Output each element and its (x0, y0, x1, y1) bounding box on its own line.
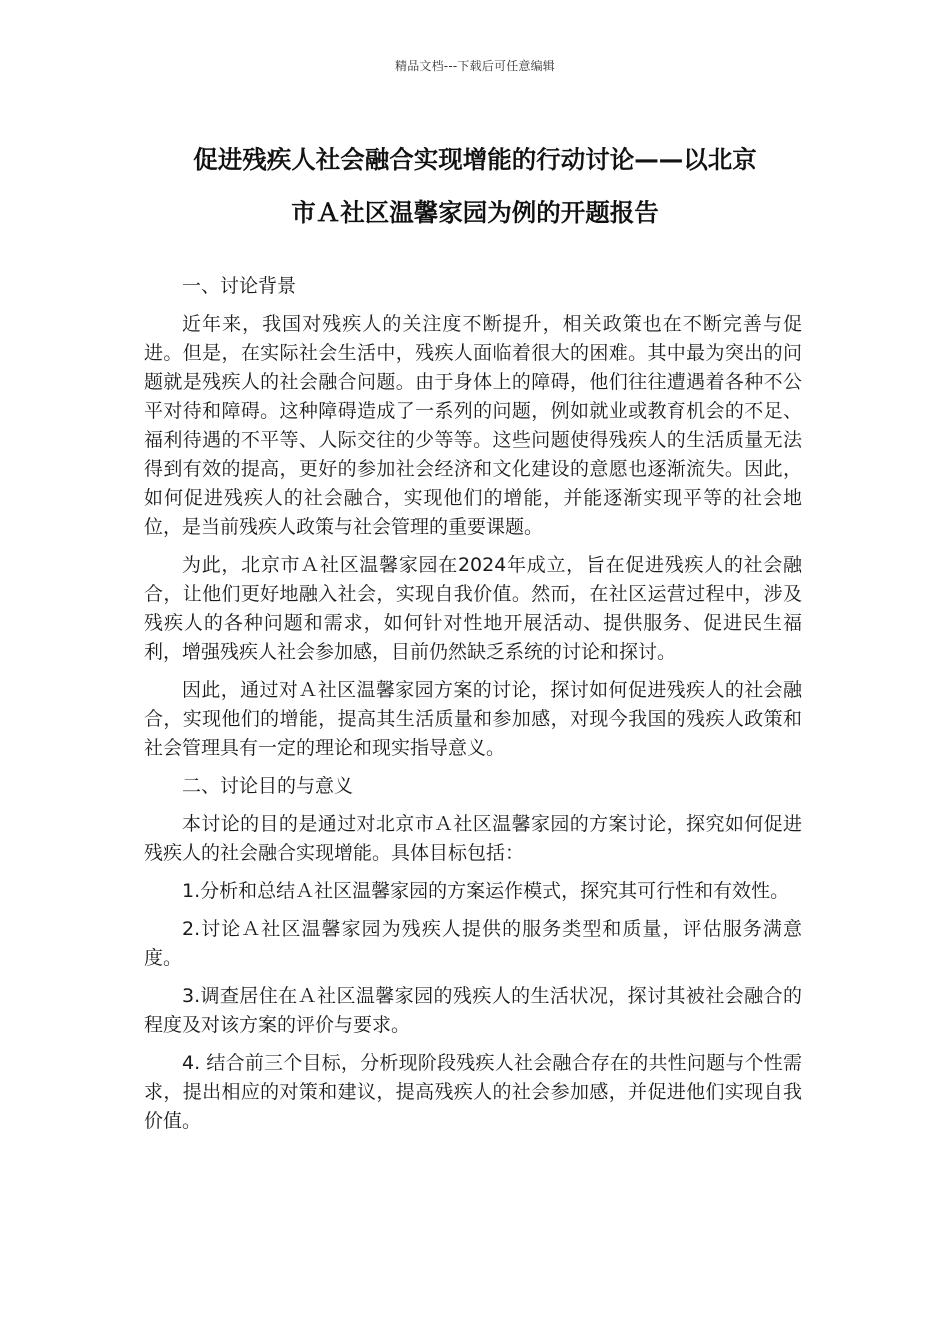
title-line-2: 市Ａ社区温馨家园为例的开题报告 (291, 198, 659, 227)
body-paragraph: 本讨论的目的是通过对北京市Ａ社区温馨家园的方案讨论，探究如何促进残疾人的社会融合实现增能。具体目标包括： (144, 813, 802, 864)
document-body (144, 272, 802, 1145)
goal-item: 2.讨论Ａ社区温馨家园为残疾人提供的服务类型和质量，评估服务满意度。 (144, 918, 802, 969)
body-paragraph: 因此，通过对Ａ社区温馨家园方案的讨论，探讨如何促进残疾人的社会融合，实现他们的增能，提高其生活质量和参加感，对现今我国的残疾人政策和社会管理具有一定的理论和现实指导意义。 (144, 679, 802, 759)
goal-item: 4. 结合前三个目标，分析现阶段残疾人社会融合存在的共性问题与个性需求，提出相应的对策和建议，提高残疾人的社会参加感，并促进他们实现自我价值。 (144, 1052, 802, 1132)
goal-item: 3.调查居住在Ａ社区温馨家园的残疾人的生活状况，探讨其被社会融合的程度及对该方案的评价与要求。 (144, 985, 802, 1036)
goal-item: 1.分析和总结Ａ社区温馨家园的方案运作模式，探究其可行性和有效性。 (182, 880, 790, 902)
document-title (130, 133, 820, 239)
body-paragraph: 近年来，我国对残疾人的关注度不断提升，相关政策也在不断完善与促进。但是，在实际社会生活中，残疾人面临着很大的困难。其中最为突出的问题就是残疾人的社会融合问题。由于身体上的障碍，他们往往遭遇着各种不公平对待和障碍。这种障碍造成了一系列的问题，例如就业或教育机会的不足、福利待遇的不平等、人际交往的少等等。这些问题使得残疾人的生活质量无法得到有效的提高，更好的参加社会经济和文化建设的意愿也逐渐流失。因此，如何促进残疾人的社会融合，实现他们的增能，并能逐渐实现平等的社会地位，是当前残疾人政策与社会管理的重要课题。 (144, 313, 802, 538)
section-heading-background: 一、讨论背景 (182, 275, 297, 297)
header-note: 精品文档---下载后可任意编辑 (395, 59, 555, 73)
section-heading-purpose: 二、讨论目的与意义 (182, 775, 354, 797)
title-line-1: 促进残疾人社会融合实现增能的行动讨论——以北京 (193, 145, 757, 174)
body-paragraph: 为此，北京市Ａ社区温馨家园在2024年成立，旨在促进残疾人的社会融合，让他们更好地融入社会，实现自我价值。然而，在社区运营过程中，涉及残疾人的各种问题和需求，如何针对性地开展活动、提供服务、促进民生福利，增强残疾人社会参加感，目前仍然缺乏系统的讨论和探讨。 (144, 554, 802, 663)
